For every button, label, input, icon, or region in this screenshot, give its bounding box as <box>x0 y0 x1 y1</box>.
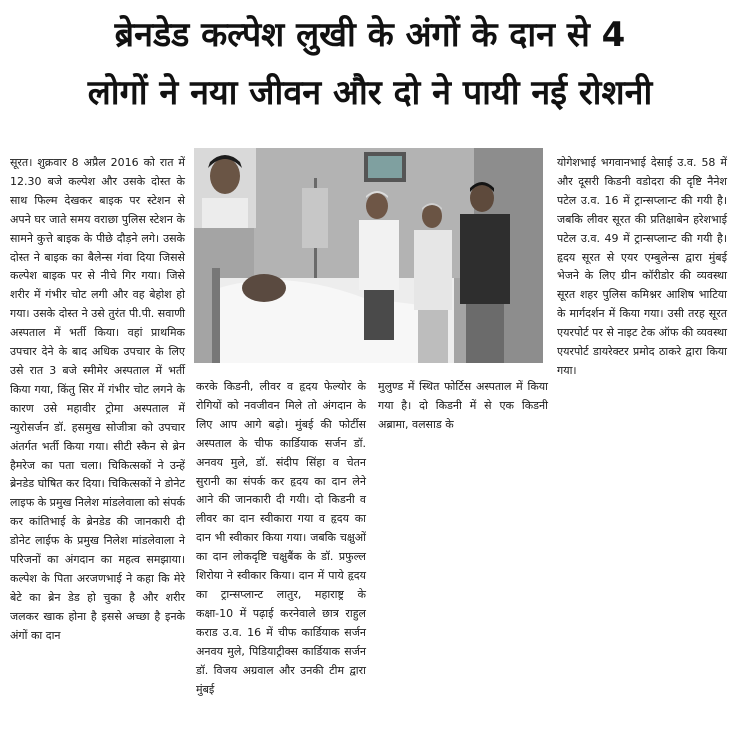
article-headline <box>0 6 740 122</box>
headline-line-1: ब्रेनडेड कल्पेश लुखी के अंगों के दान से 4 <box>114 15 626 55</box>
headline-line-2: लोगों ने नया जीवन और दो ने पायी नई रोशनी <box>87 73 653 113</box>
article-column-3: मुलुण्ड में स्थित फोर्टिस अस्पताल में किया गया है। दो किडनी में से एक किडनी अब्रामा, वलसाड के <box>378 380 548 431</box>
article-column-4: योगेशभाई भगवानभाई देसाई उ.व. 58 में और दूसरी किडनी वडोदरा की दृष्टि नैनेश पटेल उ.व. 16 में ट्रान्सप्लान्ट की गयी है। जबकि लीवर सूरत की प्रतिक्षाबेन हरेशभाई पटेल उ.व. 49 में ट्रान्सप्लान्ट की गयी है। हृदय सूरत से एयर एम्बुलेन्स द्वारा मुंबई भेजने के लिए ग्रीन कॉरीडोर की व्यवस्था सूरत शहर पुलिस कमिश्नर आशिष भाटिया के मार्गदर्शन में किया गया। उसी तरह सूरत एयरपोर्ट पर से नाइट टेक ऑफ की व्यवस्था एयरपोर्ट डायरेक्टर प्रमोद ठाकरे द्वारा किया गया। <box>557 156 727 377</box>
article-column-2: करके किडनी, लीवर व हृदय फेल्योर के रोगियों को नवजीवन मिले तो अंगदान के लिए आप आगे बढ़ो। मुंबई की फोर्टीस अस्पताल के चीफ कार्डियाक सर्जन डॉ. अनवय मुले, डॉ. संदीप सिंहा व चेतन सुरानी का संपर्क कर हृदय का दान लेने आने की जानकारी दी गयी। दो किडनी व लीवर का दान स्वीकारा गया व हृदय का दान भी स्वीकार किया गया। जबकि चक्षुओं का दान लोकदृष्टि चक्षुबैंक के डॉ. प्रफुल्ल शिरोया ने स्वीकार किया। दान में पाये हृदय का ट्रान्सप्लान्ट लातुर, महाराष्ट्र के कक्षा-10 में पढ़ाई करनेवाले छात्र राहुल कराड उ.व. 16 में चीफ कार्डियाक सर्जन अनवय मुले, पिडियाट्रीक्स कार्डियाक सर्जन डॉ. विजय अग्रवाल और उनकी टीम द्वारा मुंबई <box>196 380 366 696</box>
article-column-1: सूरत। शुक्रवार 8 अप्रैल 2016 को रात में 12.30 बजे कल्पेश और उसके दोस्त के साथ फिल्म देखकर बाइक पर स्टेशन से अपने घर जाते समय वराछा पुलिस स्टेशन के सामने कुत्ते बाइक के पीछे दौड़ने लगे। उसके दोस्त ने बाइक का बैलेन्स गंवा दिया जिससे कल्पेश बाइक पर से नीचे गिर गया। जिसे शरीर में गंभीर चोट लगी और वह बेहोश हो गया। उसके दोस्त ने उसे तुरंत पी.पी. सवाणी अस्पताल में भर्ती किया। वहां प्राथमिक उपचार देने के बाद अधिक उपचार के लिए उसे रात 3 बजे स्मीमेर अस्पताल में भर्ती किया गया, किंतु सिर में गंभीर चोट लगने के कारण उसे महावीर ट्रोमा अस्पताल में न्युरोसर्जन डॉ. हसमुख सोजीत्रा को उपचार अंतर्गत भर्ती किया गया। सीटी स्कैन से ब्रेन हैमरेज का पता चला। चिकित्सकों ने उन्हें ब्रेनडेड घोषित कर दिया। चिकित्सकों ने डोनेट लाइफ के प्रमुख निलेश मांडलेवाला को संपर्क कर कांतिभाई के ब्रेनडेड की जानकारी दी डोनेट लाईफ के प्रमुख निलेश मांडलेवाला ने परिजनों का अंगदान का महत्व समझाया। कल्पेश के पिता अरजणभाई ने कहा कि मेरे बेटे का ब्रेन डेड हो चुका है और शरीर जलकर खाक होना है इससे अच्छा है इनके अंगों का दान <box>10 156 185 642</box>
article-photo <box>194 148 543 363</box>
